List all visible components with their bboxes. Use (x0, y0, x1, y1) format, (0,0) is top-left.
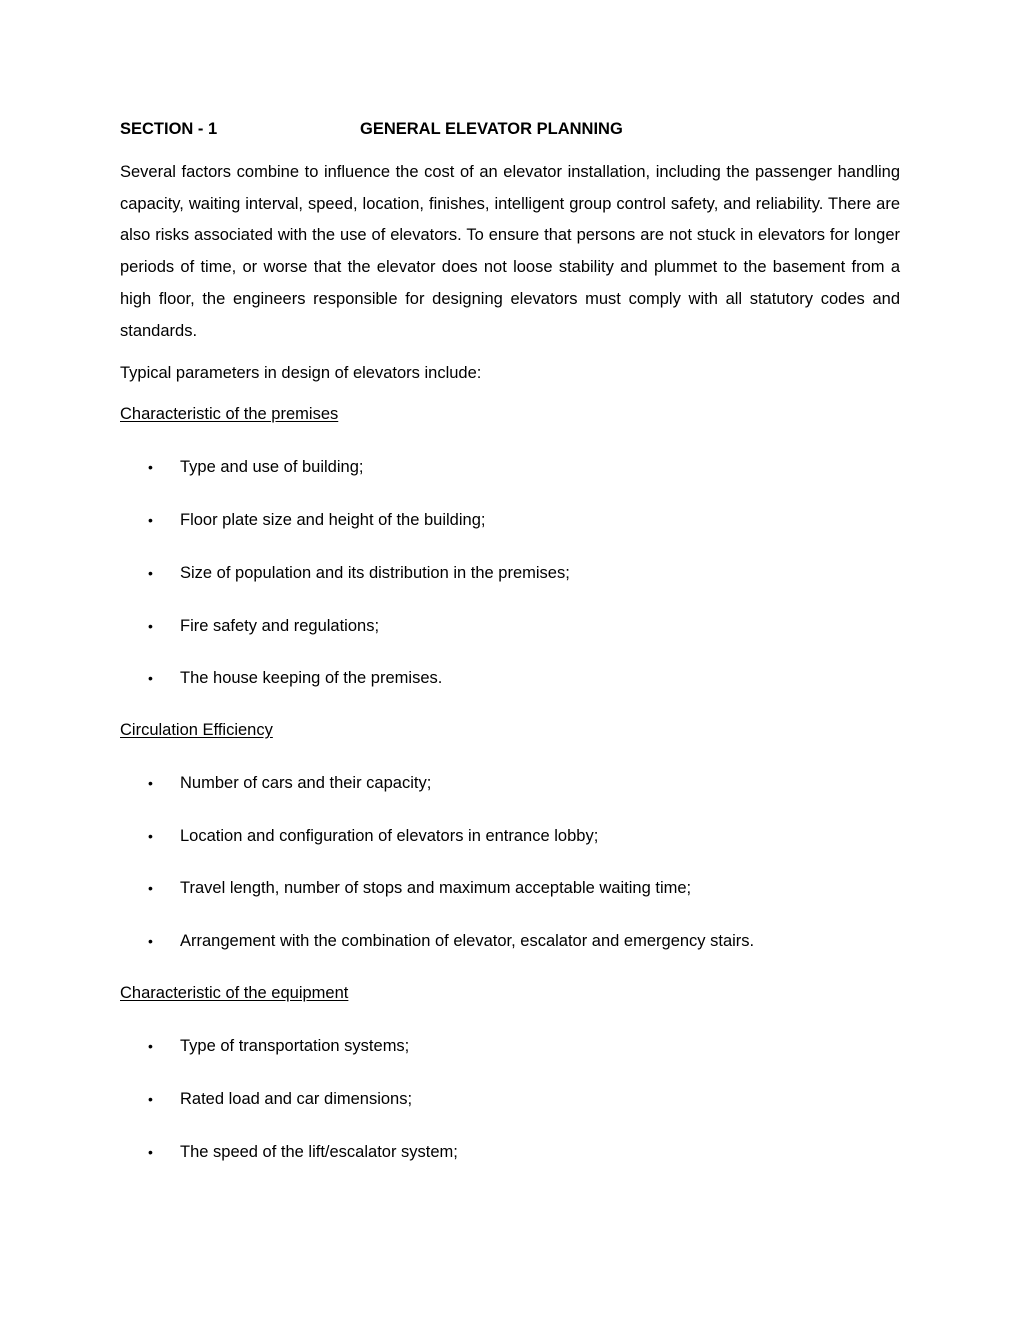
list-item-text: Location and configuration of elevators in entrance lobby; (180, 827, 599, 845)
subheading-premises: Characteristic of the premises (120, 405, 339, 423)
list-item-text: Arrangement with the combination of elevator, escalator and emergency stairs. (180, 932, 755, 950)
bullet-icon: • (148, 775, 153, 791)
list-item-text: Number of cars and their capacity; (180, 774, 432, 792)
list-item-text: Travel length, number of stops and maximum acceptable waiting time; (180, 879, 692, 897)
section-heading (120, 120, 900, 142)
bullet-icon: • (148, 933, 153, 949)
list-item-text: Type and use of building; (180, 458, 364, 476)
subheading-circulation: Circulation Efficiency (120, 721, 273, 739)
bullet-icon: • (148, 1144, 153, 1160)
list-item-text: Floor plate size and height of the building; (180, 511, 486, 529)
bullet-icon: • (148, 512, 153, 528)
list-item-text: The speed of the lift/escalator system; (180, 1143, 458, 1161)
bullet-icon: • (148, 1091, 153, 1107)
bullet-icon: • (148, 565, 153, 581)
intro-paragraph: Several factors combine to influence the cost of an elevator installation, including the passenger handling capacity, waiting interval, speed, location, finishes, intelligent group control safety, and reliability. There are also risks associated with the use of elevators. To ensure that persons are not stuck in elevators for longer periods of time, or worse that the elevator does not loose stability and plummet to the basement from a high floor, the engineers responsible for designing elevators must comply with all statutory codes and standards. (120, 163, 900, 340)
bullet-icon: • (148, 618, 153, 634)
list-item-text: Size of population and its distribution in the premises; (180, 564, 570, 582)
list-item-text: Type of transportation systems; (180, 1037, 410, 1055)
subheading-equipment: Characteristic of the equipment (120, 984, 349, 1002)
typical-parameters-line: Typical parameters in design of elevators include: (120, 364, 482, 382)
bullet-icon: • (148, 880, 153, 896)
bullet-icon: • (148, 828, 153, 844)
section-title: GENERAL ELEVATOR PLANNING (360, 120, 623, 138)
list-item-text: Fire safety and regulations; (180, 617, 380, 635)
list-item-text: Rated load and car dimensions; (180, 1090, 413, 1108)
list-item-text: The house keeping of the premises. (180, 669, 443, 687)
bullet-icon: • (148, 670, 153, 686)
bullet-icon: • (148, 1038, 153, 1054)
section-label: SECTION - 1 (120, 120, 218, 138)
bullet-icon: • (148, 459, 153, 475)
